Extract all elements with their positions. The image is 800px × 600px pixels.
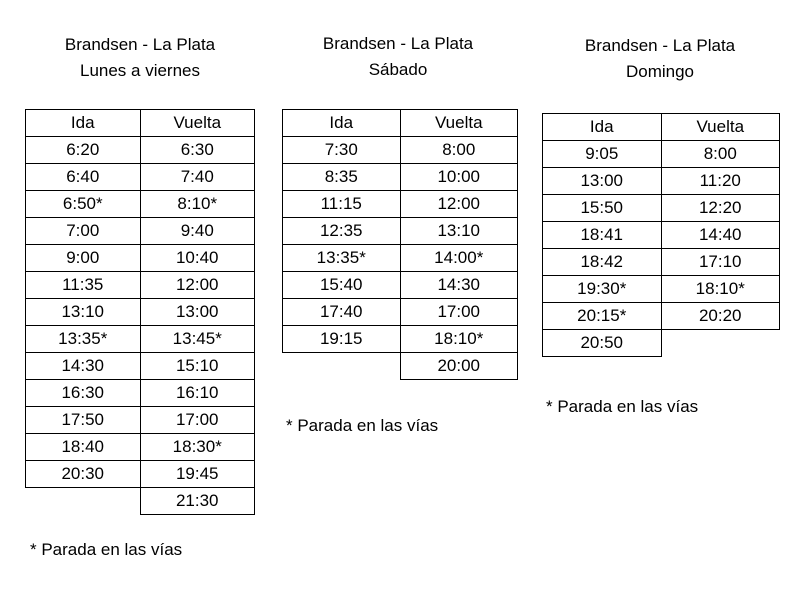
cell-ida: 9:05 bbox=[543, 141, 662, 168]
table-row bbox=[283, 326, 518, 353]
schedule-heading-weekdays bbox=[40, 32, 240, 84]
cell-vuelta: 17:00 bbox=[400, 299, 518, 326]
table-row bbox=[26, 245, 255, 272]
table-row bbox=[543, 330, 780, 357]
table-row bbox=[283, 164, 518, 191]
footnote-weekdays: * Parada en las vías bbox=[30, 540, 183, 559]
cell-vuelta: 14:30 bbox=[400, 272, 518, 299]
cell-ida: 7:00 bbox=[26, 218, 141, 245]
cell-vuelta: 10:00 bbox=[400, 164, 518, 191]
cell-ida: 8:35 bbox=[283, 164, 401, 191]
cell-ida: 7:30 bbox=[283, 137, 401, 164]
column-header-ida: Ida bbox=[543, 114, 662, 141]
column-header-vuelta: Vuelta bbox=[661, 114, 780, 141]
table-row bbox=[26, 380, 255, 407]
cell-vuelta: 9:40 bbox=[140, 218, 255, 245]
column-header-vuelta: Vuelta bbox=[140, 110, 255, 137]
cell-ida: 12:35 bbox=[283, 218, 401, 245]
cell-vuelta: 8:00 bbox=[661, 141, 780, 168]
cell-vuelta: 12:00 bbox=[400, 191, 518, 218]
cell-ida: 9:00 bbox=[26, 245, 141, 272]
cell-vuelta: 21:30 bbox=[140, 488, 255, 515]
schedule-heading-sunday bbox=[560, 33, 760, 85]
table-row bbox=[26, 326, 255, 353]
cell-ida: 18:40 bbox=[26, 434, 141, 461]
cell-ida: 6:40 bbox=[26, 164, 141, 191]
footnote-saturday: * Parada en las vías bbox=[286, 416, 439, 435]
table-row bbox=[283, 191, 518, 218]
cell-vuelta: 13:45* bbox=[140, 326, 255, 353]
table-row bbox=[26, 434, 255, 461]
cell-vuelta: 7:40 bbox=[140, 164, 255, 191]
cell-ida: 6:50* bbox=[26, 191, 141, 218]
table-row bbox=[26, 353, 255, 380]
table-row bbox=[26, 191, 255, 218]
table-row bbox=[543, 141, 780, 168]
cell-ida: 18:41 bbox=[543, 222, 662, 249]
table-row bbox=[26, 461, 255, 488]
cell-vuelta: 20:00 bbox=[400, 353, 518, 380]
cell-vuelta: 20:20 bbox=[661, 303, 780, 330]
cell-ida: 13:35* bbox=[283, 245, 401, 272]
cell-ida: 13:00 bbox=[543, 168, 662, 195]
table-row bbox=[283, 245, 518, 272]
table-row bbox=[26, 488, 255, 515]
schedule-title: Brandsen - La Plata bbox=[64, 35, 216, 54]
table-row bbox=[26, 137, 255, 164]
footnote-sunday: * Parada en las vías bbox=[546, 397, 699, 416]
schedule-table-saturday bbox=[282, 109, 518, 380]
cell-vuelta: 16:10 bbox=[140, 380, 255, 407]
table-row bbox=[543, 222, 780, 249]
cell-vuelta: 13:10 bbox=[400, 218, 518, 245]
schedule-heading-saturday bbox=[298, 31, 498, 83]
table-row bbox=[26, 164, 255, 191]
cell-vuelta: 8:00 bbox=[400, 137, 518, 164]
table-row bbox=[26, 299, 255, 326]
cell-ida: 16:30 bbox=[26, 380, 141, 407]
cell-vuelta: 17:00 bbox=[140, 407, 255, 434]
cell-vuelta: 6:30 bbox=[140, 137, 255, 164]
cell-vuelta: 17:10 bbox=[661, 249, 780, 276]
column-header-vuelta: Vuelta bbox=[400, 110, 518, 137]
cell-vuelta: 14:40 bbox=[661, 222, 780, 249]
column-header-ida: Ida bbox=[283, 110, 401, 137]
cell-vuelta: 11:20 bbox=[661, 168, 780, 195]
cell-ida: 20:15* bbox=[543, 303, 662, 330]
table-row bbox=[283, 137, 518, 164]
table-row bbox=[26, 272, 255, 299]
cell-ida bbox=[26, 488, 141, 515]
schedule-subtitle: Lunes a viernes bbox=[79, 61, 201, 80]
schedule-subtitle: Sábado bbox=[368, 60, 428, 79]
cell-ida: 13:35* bbox=[26, 326, 141, 353]
table-header-row bbox=[26, 110, 255, 137]
schedule-table-weekdays bbox=[25, 109, 255, 515]
cell-vuelta: 18:10* bbox=[661, 276, 780, 303]
schedule-title: Brandsen - La Plata bbox=[584, 36, 736, 55]
table-row bbox=[543, 195, 780, 222]
cell-ida: 14:30 bbox=[26, 353, 141, 380]
cell-ida: 19:30* bbox=[543, 276, 662, 303]
table-row bbox=[26, 407, 255, 434]
cell-vuelta bbox=[661, 330, 780, 357]
cell-vuelta: 15:10 bbox=[140, 353, 255, 380]
cell-ida: 11:15 bbox=[283, 191, 401, 218]
table-row bbox=[283, 272, 518, 299]
table-row bbox=[283, 353, 518, 380]
cell-ida: 13:10 bbox=[26, 299, 141, 326]
cell-vuelta: 18:30* bbox=[140, 434, 255, 461]
table-row bbox=[543, 168, 780, 195]
cell-vuelta: 12:00 bbox=[140, 272, 255, 299]
cell-vuelta: 19:45 bbox=[140, 461, 255, 488]
cell-ida: 19:15 bbox=[283, 326, 401, 353]
cell-vuelta: 14:00* bbox=[400, 245, 518, 272]
cell-ida: 15:40 bbox=[283, 272, 401, 299]
cell-ida bbox=[283, 353, 401, 380]
cell-ida: 17:40 bbox=[283, 299, 401, 326]
cell-ida: 20:50 bbox=[543, 330, 662, 357]
cell-ida: 11:35 bbox=[26, 272, 141, 299]
cell-vuelta: 12:20 bbox=[661, 195, 780, 222]
cell-vuelta: 18:10* bbox=[400, 326, 518, 353]
cell-ida: 15:50 bbox=[543, 195, 662, 222]
table-header-row bbox=[283, 110, 518, 137]
cell-ida: 6:20 bbox=[26, 137, 141, 164]
column-header-ida: Ida bbox=[26, 110, 141, 137]
schedule-table-sunday bbox=[542, 113, 780, 357]
schedule-title: Brandsen - La Plata bbox=[322, 34, 474, 53]
table-row bbox=[26, 218, 255, 245]
table-row bbox=[543, 249, 780, 276]
table-header-row bbox=[543, 114, 780, 141]
cell-ida: 20:30 bbox=[26, 461, 141, 488]
cell-ida: 18:42 bbox=[543, 249, 662, 276]
table-row bbox=[543, 276, 780, 303]
schedule-subtitle: Domingo bbox=[625, 62, 695, 81]
cell-vuelta: 13:00 bbox=[140, 299, 255, 326]
cell-vuelta: 8:10* bbox=[140, 191, 255, 218]
table-row bbox=[283, 218, 518, 245]
cell-vuelta: 10:40 bbox=[140, 245, 255, 272]
table-row bbox=[283, 299, 518, 326]
cell-ida: 17:50 bbox=[26, 407, 141, 434]
table-row bbox=[543, 303, 780, 330]
